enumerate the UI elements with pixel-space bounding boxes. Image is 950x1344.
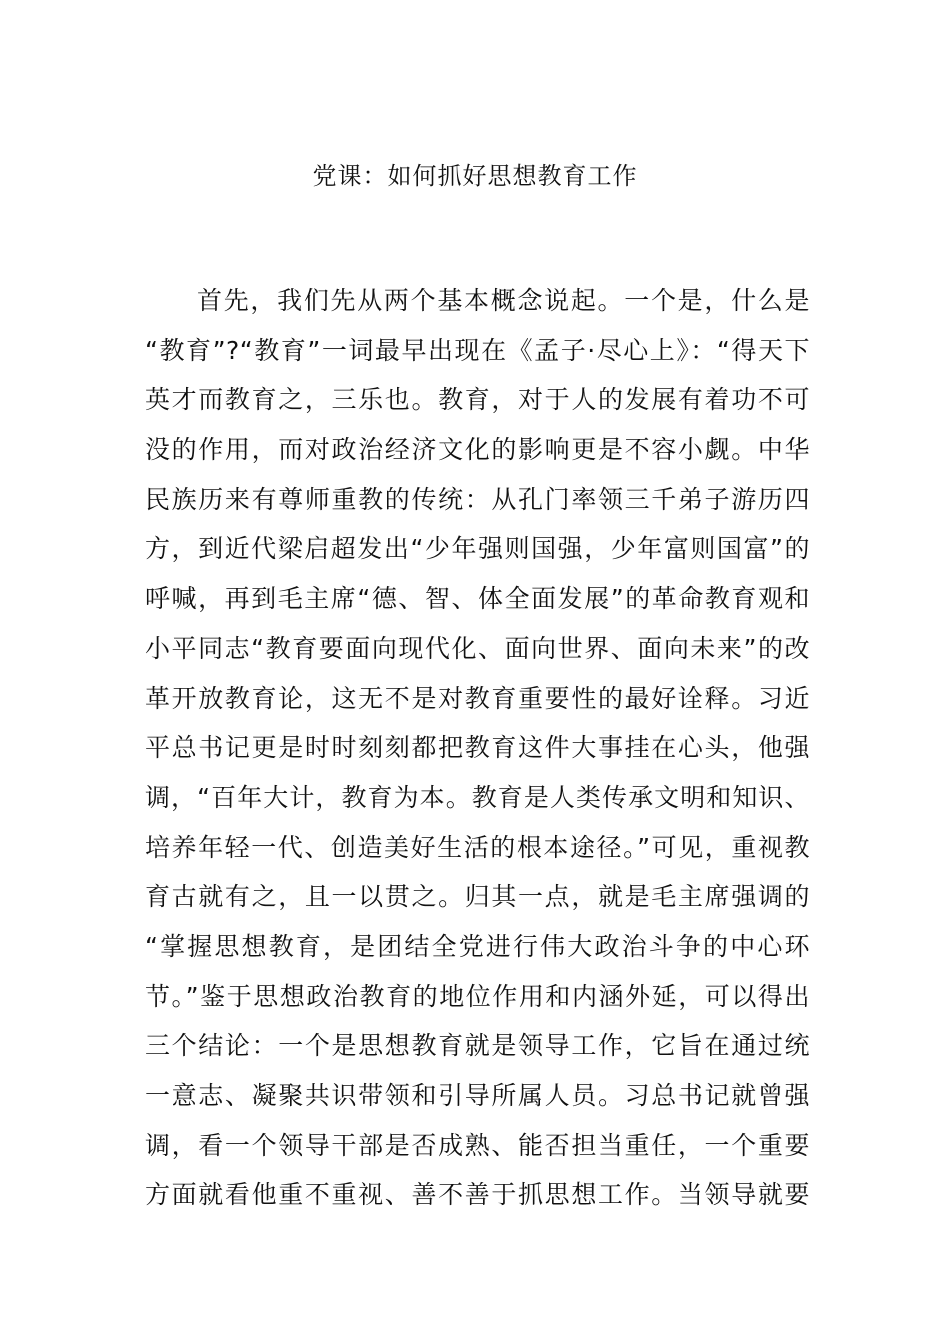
text-line: 方，到近代梁启超发出“少年强则国强，少年富则国富”的 (145, 534, 810, 564)
body-paragraph (145, 276, 810, 1220)
text-line: 小平同志“教育要面向现代化、面向世界、面向未来”的改 (145, 633, 810, 663)
text-line: 英才而教育之，三乐也。教育，对于人的发展有着功不可 (145, 385, 810, 415)
text-line: “掌握思想教育，是团结全党进行伟大政治斗争的中心环 (145, 931, 810, 961)
text-line: 没的作用，而对政治经济文化的影响更是不容小觑。中华 (145, 435, 810, 465)
text-line: 民族历来有尊师重教的传统：从孔门率领三千弟子游历四 (145, 484, 810, 514)
document-title: 党课：如何抓好思想教育工作 (312, 162, 638, 190)
text-line: 培养年轻一代、创造美好生活的根本途径。”可见，重视教 (145, 832, 810, 862)
text-line: 育古就有之，且一以贯之。归其一点，就是毛主席强调的 (145, 882, 810, 912)
text-line: 节。”鉴于思想政治教育的地位作用和内涵外延，可以得出 (145, 981, 810, 1011)
text-line: 革开放教育论，这无不是对教育重要性的最好诠释。习近 (145, 683, 810, 713)
text-line: 首先，我们先从两个基本概念说起。一个是，什么是 (197, 286, 810, 315)
text-line: 方面就看他重不重视、善不善于抓思想工作。当领导就要 (145, 1180, 810, 1210)
text-line: 三个结论：一个是思想教育就是领导工作，它旨在通过统 (145, 1031, 810, 1061)
text-line: 呼喊，再到毛主席“德、智、体全面发展”的革命教育观和 (145, 584, 810, 614)
text-line: 平总书记更是时时刻刻都把教育这件大事挂在心头，他强 (145, 733, 810, 763)
text-line: 调，“百年大计，教育为本。教育是人类传承文明和知识、 (145, 782, 810, 812)
text-line: 一意志、凝聚共识带领和引导所属人员。习总书记就曾强 (145, 1081, 810, 1110)
text-line: “教育”?“教育”一词最早出现在《孟子·尽心上》：“得天下 (145, 335, 810, 365)
text-line: 调，看一个领导干部是否成熟、能否担当重任，一个重要 (145, 1130, 810, 1160)
